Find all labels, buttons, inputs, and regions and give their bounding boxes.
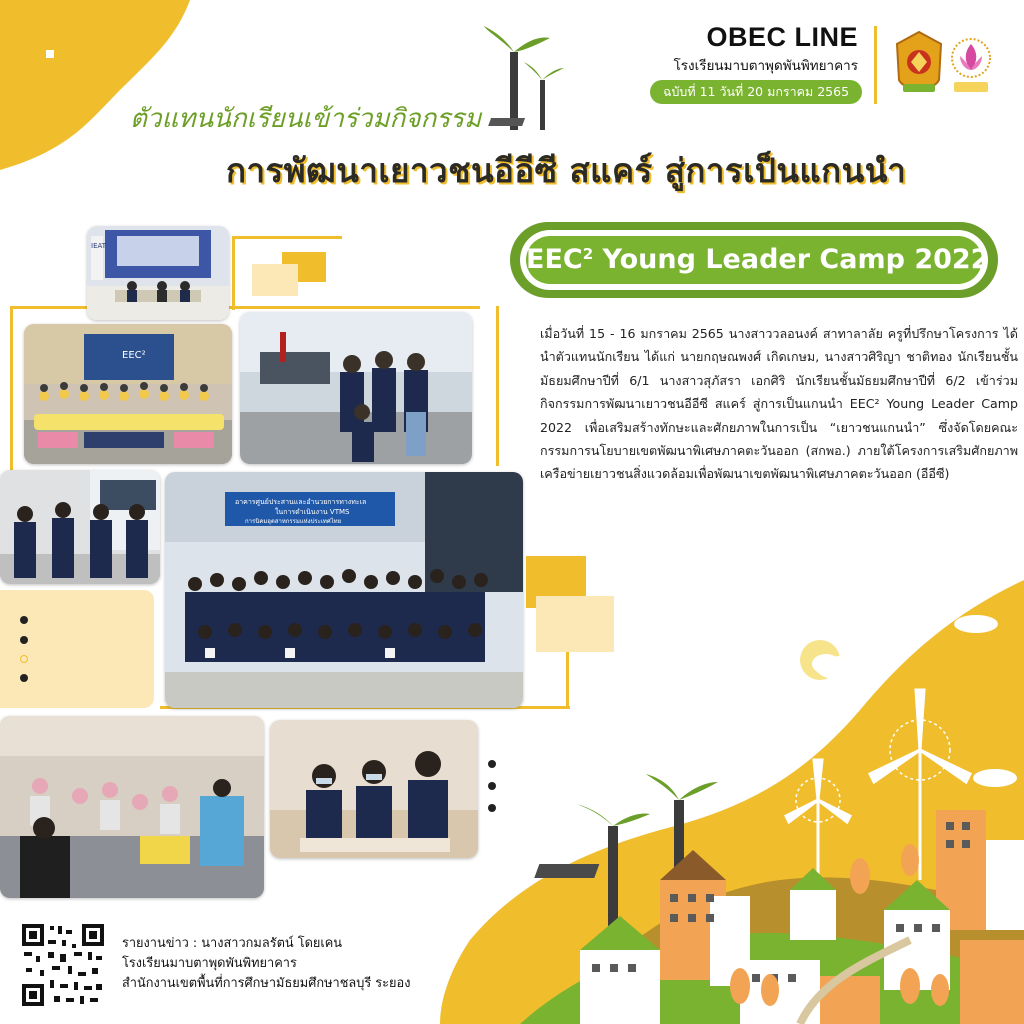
- bullet-dot: [20, 655, 28, 663]
- article-body: เมื่อวันที่ 15 - 16 มกราคม 2565 นางสาววลอนงค์ สาทาลาลัย ครูที่ปรึกษาโครงการ ได้นำตัวแทนนักเรียน ได้แก่ นายกฤษณพงศ์ เกิดเกษม, นางสาวศิริญา ชาติทอง นักเรียนชั้นมัธยมศึกษาปีที่ 6/1 นางสาวสุภัสรา เอกศิริ นักเรียนชั้นมัธยมศึกษาปีที่ 6/2 เข้าร่วมกิจกรรมการพัฒนาเยาวชนอีอีซี สแคร์ สู่การเป็นแกนนำ EEC² Young Leader Camp 2022 เพื่อเสริมสร้างทักษะและศักยภาพในการเป็น “เยาวชนแกนนำ” ซึ่งจัดโดยคณะกรรมการนโยบายเขตพัฒนาพิเศษภาคตะวันออก (สกพอ.) ภายใต้โครงการเสริมศักยภาพเครือข่ายเยาวชนสิ่งแวดล้อมเพื่อพัฒนาเขตพัฒนาพิเศษภาคตะวันออก (อีอีซี): [540, 326, 1018, 482]
- wind-turbine-top-icon: [478, 22, 568, 134]
- photo-port: [240, 312, 472, 464]
- reporter-line-1: รายงานข่าว : นางสาวกมลรัตน์ โดยเคน: [122, 936, 343, 951]
- reporter-line-2: โรงเรียนมาบตาพุดพันพิทยาคาร: [122, 956, 297, 971]
- lotus-emblem-logo: [950, 30, 992, 100]
- photo-screen-text: EEC²: [122, 350, 146, 361]
- photo-meeting-image: [87, 226, 229, 320]
- headline: การพัฒนาเยาวชนอีอีซี สแคร์ สู่การเป็นแกนนำ: [226, 151, 907, 190]
- frame-line: [10, 306, 480, 309]
- photo-meeting-logo-text: IEAT: [91, 242, 107, 250]
- frame-line: [10, 306, 13, 486]
- photo-port-image: [240, 312, 472, 464]
- reporter-line-3: สำนักงานเขตพื้นที่การศึกษามัธยมศึกษาชลบุรี ระยอง: [122, 976, 411, 991]
- header-divider: [874, 26, 877, 104]
- building-sign-line3: การนิคมอุตสาหกรรมแห่งประเทศไทย: [245, 518, 342, 525]
- photo-workshop-image: [0, 716, 264, 898]
- frame-line: [232, 236, 342, 239]
- camp-superscript: 2: [582, 245, 594, 263]
- bullet-dot: [20, 674, 28, 682]
- city-illustration: [440, 560, 1024, 1024]
- frame-line: [232, 236, 235, 310]
- school-name: โรงเรียนมาบตาพุดพันพิทยาคาร: [673, 58, 858, 74]
- building-sign-line1: อาคารศูนย์ประสานและอำนวยการทางทะเล: [235, 498, 367, 506]
- camp-suffix: Young Leader Camp 2022: [593, 244, 990, 275]
- bullet-dot: [20, 616, 28, 624]
- issue-badge: ฉบับที่ 11 วันที่ 20 มกราคม 2565: [650, 80, 862, 104]
- building-sign-line2: ในการดำเนินงาน VTMS: [275, 508, 350, 516]
- camp-prefix: EEC: [526, 244, 583, 275]
- qr-code-icon[interactable]: [20, 922, 106, 1008]
- frame-line: [496, 306, 499, 466]
- photo-hall-group-image: [24, 324, 232, 464]
- bullet-dot: [20, 636, 28, 644]
- photo-bus: [0, 470, 160, 584]
- school-crest-logo: [893, 30, 945, 100]
- photo-bus-image: [0, 470, 160, 584]
- reporter-credit: [122, 934, 410, 994]
- subtitle: ตัวแทนนักเรียนเข้าร่วมกิจกรรม: [130, 104, 482, 133]
- photo-hall-group: [24, 324, 232, 464]
- photo-workshop: [0, 716, 264, 898]
- deco-box: [0, 590, 154, 708]
- corner-blob-top-left: [0, 0, 200, 175]
- brand-title: OBEC LINE: [706, 22, 858, 52]
- camp-title: [526, 236, 990, 284]
- deco-box: [252, 264, 298, 296]
- photo-meeting: [87, 226, 229, 320]
